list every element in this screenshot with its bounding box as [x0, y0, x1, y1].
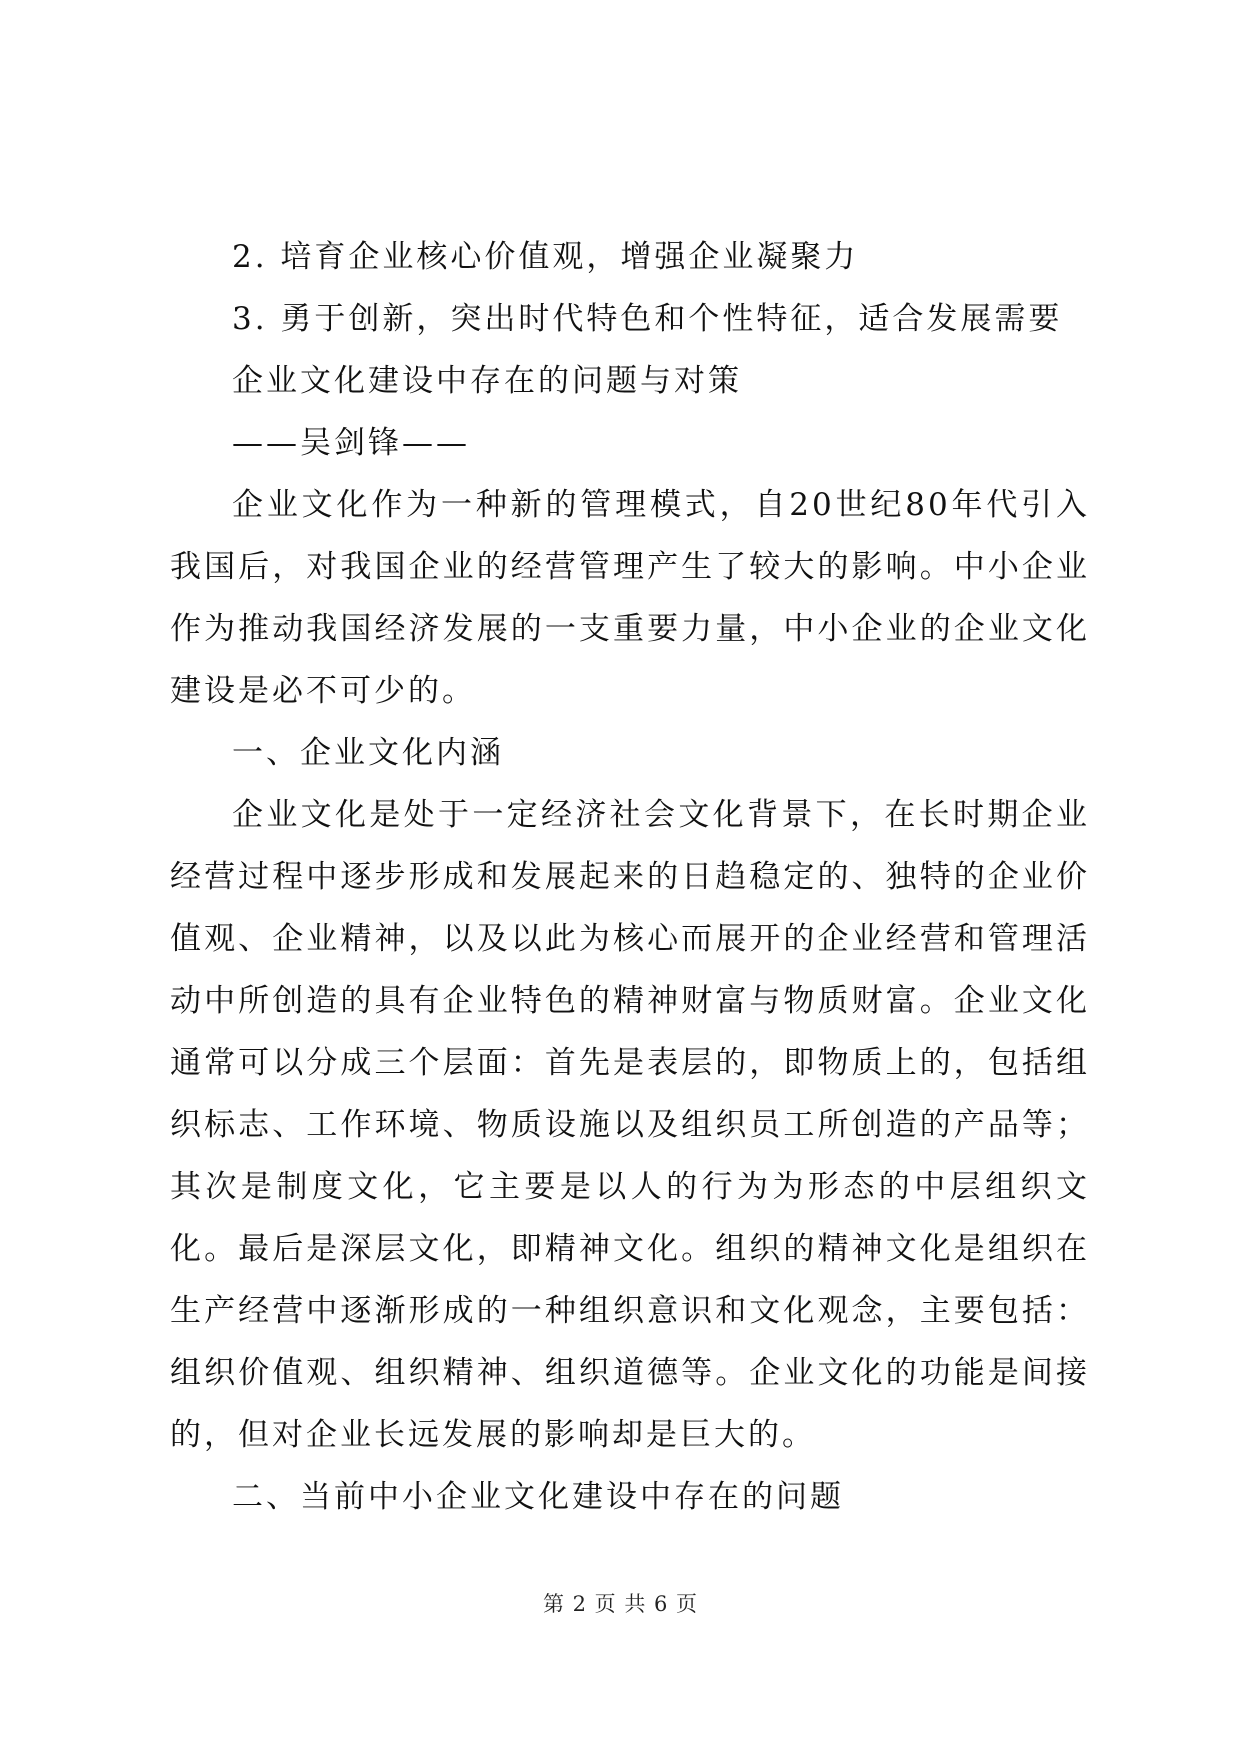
section-title-1: 一、企业文化内涵	[232, 735, 504, 771]
document-body	[170, 226, 1090, 1528]
article-title: 企业文化建设中存在的问题与对策	[232, 363, 742, 399]
page-number-footer: 第 2 页 共 6 页	[542, 1592, 699, 1616]
section-title-2: 二、当前中小企业文化建设中存在的问题	[232, 1479, 844, 1515]
author-line: ——吴剑锋——	[232, 425, 470, 461]
subheading-item-3: 3. 勇于创新，突出时代特色和个性特征，适合发展需要	[232, 301, 1063, 337]
paragraph-intro: 企业文化作为一种新的管理模式，自20世纪80年代引入我国后，对我国企业的经营管理产生了较大的影响。中小企业作为推动我国经济发展的一支重要力量，中小企业的企业文化建设是必不可少的。	[170, 487, 1090, 709]
subheading-item-2: 2. 培育企业核心价值观，增强企业凝聚力	[232, 239, 859, 275]
paragraph-definition: 企业文化是处于一定经济社会文化背景下，在长时期企业经营过程中逐步形成和发展起来的日趋稳定的、独特的企业价值观、企业精神，以及以此为核心而展开的企业经营和管理活动中所创造的具有企业特色的精神财富与物质财富。企业文化通常可以分成三个层面：首先是表层的，即物质上的，包括组织标志、工作环境、物质设施以及组织员工所创造的产品等；其次是制度文化，它主要是以人的行为为形态的中层组织文化。最后是深层文化，即精神文化。组织的精神文化是组织在生产经营中逐渐形成的一种组织意识和文化观念，主要包括：组织价值观、组织精神、组织道德等。企业文化的功能是间接的，但对企业长远发展的影响却是巨大的。	[170, 797, 1090, 1453]
